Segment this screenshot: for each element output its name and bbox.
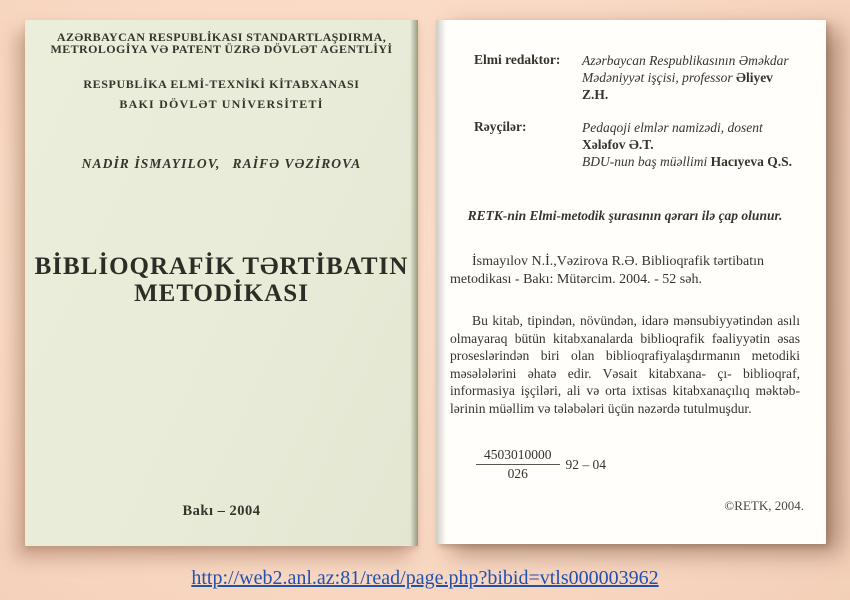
author-1: NADİR İSMAYILOV, bbox=[81, 156, 221, 171]
editor-value-line-1: Azərbaycan Respublikasının Əməkdar bbox=[582, 53, 789, 68]
classification-denominator: 026 bbox=[507, 466, 528, 481]
verso-content bbox=[436, 20, 826, 544]
source-page-link[interactable]: http://web2.anl.az:81/read/page.php?bibid=vtls000003962 bbox=[191, 567, 659, 589]
classification-code bbox=[476, 447, 800, 482]
bibliographic-citation: İsmayılov N.İ.,Vəzirova R.Ə. Biblioqrafik tərtibatın metodikası - Bakı: Mütərcim. 2004. - 52 səh. bbox=[450, 254, 764, 287]
title-verso-page bbox=[436, 20, 826, 544]
editor-row bbox=[450, 52, 800, 103]
reviewer-line-1 bbox=[582, 119, 800, 153]
imprint-city-year: Bakı – 2004 bbox=[182, 503, 261, 519]
book-title bbox=[25, 253, 418, 307]
reviewer-line-2 bbox=[582, 153, 800, 170]
reviewer-2-title: BDU-nun baş müəllimi bbox=[582, 154, 711, 169]
approval-statement: RETK-nin Elmi-metodik şurasının qərarı ilə çap olunur. bbox=[467, 208, 783, 223]
authors-line bbox=[25, 156, 418, 172]
library-name: RESPUBLİKA ELMİ-TEXNİKİ KİTABXANASI bbox=[83, 77, 360, 91]
reviewers-label: Rəyçilər: bbox=[474, 119, 527, 134]
book-title-line-2: METODİKASI bbox=[134, 280, 309, 307]
reviewers-value bbox=[582, 119, 800, 170]
editor-label: Elmi redaktor: bbox=[474, 52, 561, 67]
editor-value-line-2 bbox=[582, 69, 800, 103]
book-title-line-1: BİBLİOQRAFİK TƏRTİBATIN bbox=[34, 253, 409, 280]
editor-value bbox=[582, 52, 800, 103]
classification-numerator: 4503010000 bbox=[476, 447, 560, 465]
agency-line-1: AZƏRBAYCAN RESPUBLİKASI STANDARTLAŞDIRMA, bbox=[56, 30, 387, 44]
university-name: BAKI DÖVLƏT UNİVERSİTETİ bbox=[119, 97, 324, 111]
agency-line-2: METROLOGİYA VƏ PATENT ÜZRƏ DÖVLƏT AGENTLİYİ bbox=[50, 41, 393, 56]
copyright-notice: ©RETK, 2004. bbox=[724, 498, 804, 513]
agency-name bbox=[25, 32, 418, 55]
footer-url-bar bbox=[0, 567, 850, 590]
book-cover-page bbox=[25, 20, 418, 546]
editor-title-text: Mədəniyyət işçisi, professor bbox=[582, 70, 736, 85]
reviewer-1-title: Pedaqoji elmlər namizədi, dosent bbox=[582, 120, 763, 135]
editor-name: Əliyev Z.H. bbox=[582, 70, 773, 102]
reviewer-2-name: Hacıyeva Q.S. bbox=[710, 154, 792, 169]
abstract-paragraph: Bu kitab, tipindən, növündən, idarə mənsubiyyətindən asılı olmayaraq bütün kitabxanalarda biblioqrafik fəaliyyətin əsas proseslərindən biri olan biblioqrafiyalaşdırmanın metodiki məsələlərini əhatə edir. Vəsait kitabxana- çı- biblioqraf, informasiya işçiləri, ali və orta ixtisas kitabxanaçılıq məktəb- lərinin müəllim və tələbələri üçün nəzərdə tutulmuşdur. bbox=[450, 313, 800, 416]
classification-fraction bbox=[476, 447, 560, 482]
reviewer-1-name: Xələfov Ə.T. bbox=[582, 137, 654, 152]
classification-suffix: 92 – 04 bbox=[565, 456, 606, 472]
reviewers-row bbox=[450, 119, 800, 170]
author-2: RAİFƏ VƏZİROVA bbox=[232, 156, 362, 171]
